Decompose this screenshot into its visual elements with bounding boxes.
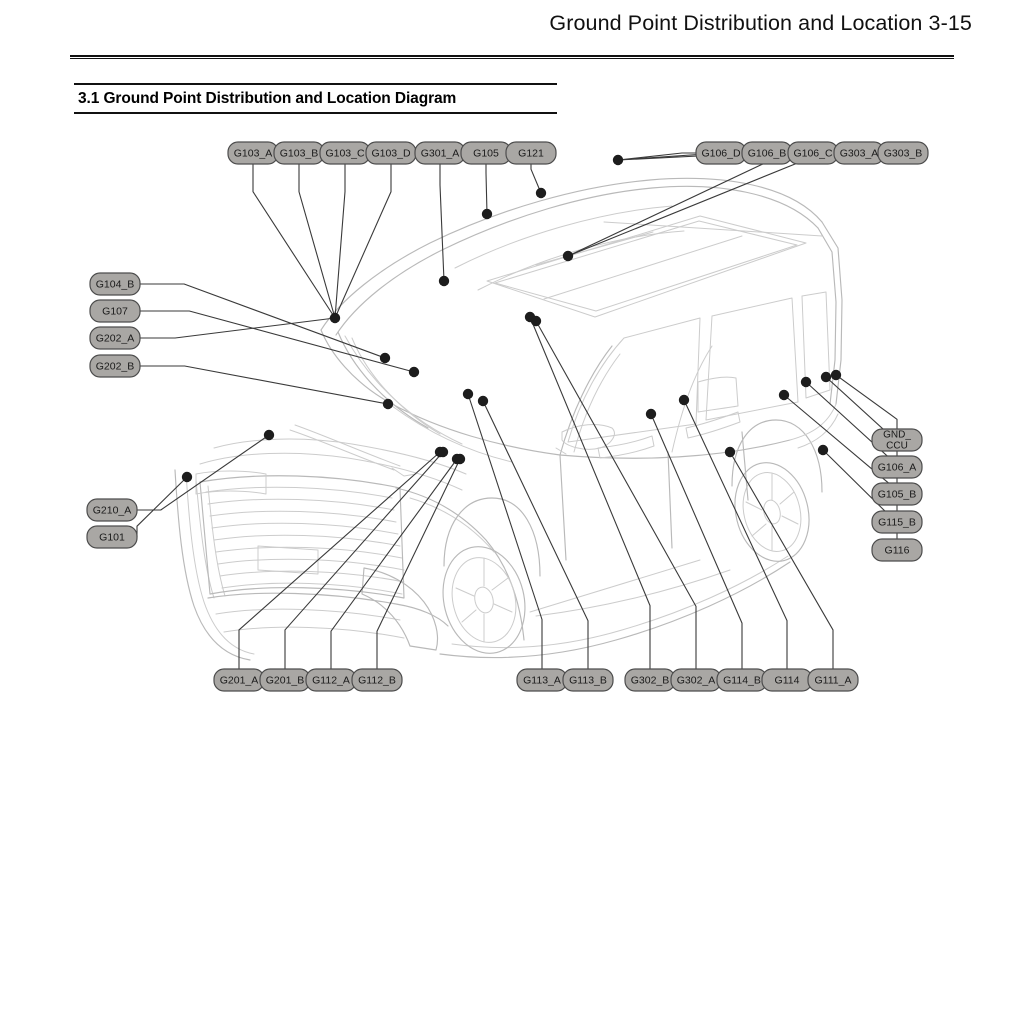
ground-point-dot — [725, 447, 735, 457]
callout-label-g115_b: G115_B — [878, 516, 916, 529]
page-header — [0, 6, 1024, 40]
callout-g301_a[interactable] — [415, 142, 465, 164]
ground-point-dot — [536, 188, 546, 198]
callout-g106_a[interactable] — [872, 456, 922, 478]
leader-line-g103_c — [335, 164, 345, 318]
leader-line-g103_d — [335, 164, 391, 318]
callout-label-g113_b: G113_B — [569, 674, 607, 687]
leader-line-gnd_ccu — [836, 375, 897, 429]
leader-line-g202_a — [140, 318, 335, 338]
leader-line-g301_a — [440, 164, 444, 281]
leader-line-g107 — [140, 311, 414, 372]
callout-label-g107: G107 — [102, 305, 128, 318]
ground-point-dot — [330, 313, 340, 323]
leader-line-g103_b — [299, 164, 335, 318]
ground-point-dot — [613, 155, 623, 165]
leader-line-g112_a — [331, 459, 457, 669]
leader-line-g201_a — [239, 452, 440, 669]
leader-line-g302_b — [530, 317, 650, 669]
callout-label-gnd_ccu-line1: GND_ — [883, 429, 911, 441]
callout-g112_b[interactable] — [352, 669, 402, 691]
callout-label-g302_b: G302_B — [630, 674, 670, 687]
callout-label-g104_b: G104_B — [95, 278, 135, 291]
callout-g111_a[interactable] — [808, 669, 858, 691]
callout-label-g302_a: G302_A — [676, 674, 716, 687]
ground-point-dot — [646, 409, 656, 419]
leader-line-g111_a — [730, 452, 833, 669]
ground-point-dot — [801, 377, 811, 387]
callout-label-g106_d: G106_D — [701, 147, 741, 160]
leader-lines — [137, 153, 897, 669]
ground-point-dot — [818, 445, 828, 455]
callout-g101[interactable] — [87, 526, 137, 548]
ground-point-dot — [264, 430, 274, 440]
callout-label-g112_b: G112_B — [358, 674, 396, 687]
leader-line-g202_b — [140, 366, 388, 404]
callout-g103_b[interactable] — [274, 142, 324, 164]
leader-line-g210_a — [137, 435, 269, 510]
callout-g105[interactable] — [461, 142, 511, 164]
ground-point-dot — [679, 395, 689, 405]
section-title: 3.1 Ground Point Distribution and Location Diagram — [78, 90, 457, 107]
ground-point-dot — [463, 389, 473, 399]
callout-g113_b[interactable] — [563, 669, 613, 691]
leader-line-g302_a — [536, 321, 696, 669]
leader-line-g112_b — [377, 459, 460, 669]
callout-label-g201_a: G201_A — [219, 674, 259, 687]
section-rule-bottom — [74, 112, 557, 114]
callout-g116[interactable] — [872, 539, 922, 561]
callout-g115_b[interactable] — [872, 511, 922, 533]
ground-point-dot — [380, 353, 390, 363]
header-divider-rule — [70, 55, 954, 59]
ground-point-dot — [831, 370, 841, 380]
callout-g103_c[interactable] — [320, 142, 370, 164]
callout-label-g105_b: G105_B — [877, 488, 917, 501]
ground-point-dot — [439, 276, 449, 286]
callout-g201_a[interactable] — [214, 669, 264, 691]
callout-g106_d[interactable] — [696, 142, 746, 164]
ground-point-dot — [435, 447, 445, 457]
callout-label-g103_b: G103_B — [279, 147, 319, 160]
leader-line-g104_b — [140, 284, 385, 358]
callout-label-g106_a: G106_A — [877, 461, 917, 474]
callout-g303_b[interactable] — [878, 142, 928, 164]
leader-line-g101 — [137, 477, 187, 537]
callout-label-g116: G116 — [884, 544, 910, 557]
leader-line-g201_b — [285, 452, 443, 669]
callout-label-g303_a: G303_A — [839, 147, 879, 160]
callout-label-g121: G121 — [518, 147, 544, 160]
callout-label-g111_a: G111_A — [814, 674, 852, 687]
callout-label-g113_a: G113_A — [523, 674, 561, 687]
callout-label-g105: G105 — [473, 147, 499, 160]
ground-point-dot — [563, 251, 573, 261]
ground-point-dot — [438, 447, 448, 457]
callout-label-g301_a: G301_A — [420, 147, 460, 160]
ground-point-dot — [531, 316, 541, 326]
leader-line-g105 — [486, 164, 487, 214]
ground-point-dot — [383, 399, 393, 409]
leader-line-g303_b — [568, 153, 878, 256]
callout-g106_c[interactable] — [788, 142, 838, 164]
leader-line-g106_d — [618, 153, 696, 160]
callout-label-g114_b: G114_B — [723, 674, 761, 687]
callout-g104_b[interactable] — [90, 273, 140, 295]
callout-g114[interactable] — [762, 669, 812, 691]
callout-label-g103_c: G103_C — [325, 147, 365, 160]
ground-point-dot — [409, 367, 419, 377]
callout-label-gnd_ccu-line2: CCU — [886, 440, 908, 452]
callout-g201_b[interactable] — [260, 669, 310, 691]
callout-g302_b[interactable] — [625, 669, 675, 691]
callout-gnd_ccu[interactable] — [872, 429, 922, 452]
ground-point-node-dots — [182, 155, 841, 482]
callout-label-g106_b: G106_B — [747, 147, 787, 160]
leader-line-g113_b — [483, 401, 588, 669]
callout-pills[interactable] — [87, 142, 928, 691]
callout-label-g114: G114 — [774, 674, 800, 687]
callout-g202_b[interactable] — [90, 355, 140, 377]
leader-line-g303_a — [568, 153, 834, 256]
callout-label-g202_b: G202_B — [95, 360, 135, 373]
ground-point-dot — [779, 390, 789, 400]
callout-g302_a[interactable] — [671, 669, 721, 691]
ground-point-dot — [482, 209, 492, 219]
callout-g112_a[interactable] — [306, 669, 356, 691]
callout-label-g103_d: G103_D — [371, 147, 411, 160]
callout-g105_b[interactable] — [872, 483, 922, 505]
callout-label-g101: G101 — [99, 531, 125, 544]
leader-line-g114_b — [651, 414, 742, 669]
vehicle-illustration — [175, 178, 842, 662]
callout-label-g103_a: G103_A — [233, 147, 273, 160]
section-heading-block — [74, 83, 557, 114]
callout-g107[interactable] — [90, 300, 140, 322]
callout-g103_d[interactable] — [366, 142, 416, 164]
ground-point-dot — [821, 372, 831, 382]
callout-g114_b[interactable] — [717, 669, 767, 691]
page-header-title: Ground Point Distribution and Location 3-15 — [549, 10, 972, 35]
ground-point-dot — [182, 472, 192, 482]
leader-line-g113_a — [468, 394, 542, 669]
callout-label-g303_b: G303_B — [883, 147, 923, 160]
callout-g202_a[interactable] — [90, 327, 140, 349]
leader-line-g121 — [531, 164, 541, 193]
callout-g106_b[interactable] — [742, 142, 792, 164]
callout-label-g112_a: G112_A — [312, 674, 350, 687]
callout-label-g210_a: G210_A — [92, 504, 132, 517]
ground-point-dot — [525, 312, 535, 322]
callout-g113_a[interactable] — [517, 669, 567, 691]
ground-point-dot — [455, 454, 465, 464]
leader-line-g114 — [684, 400, 787, 669]
ground-point-dot — [452, 454, 462, 464]
callout-g103_a[interactable] — [228, 142, 278, 164]
callout-label-g201_b: G201_B — [265, 674, 305, 687]
callout-g210_a[interactable] — [87, 499, 137, 521]
ground-point-dot — [478, 396, 488, 406]
callout-g121[interactable] — [506, 142, 556, 164]
callout-label-g202_a: G202_A — [95, 332, 135, 345]
callout-g303_a[interactable] — [834, 142, 884, 164]
leader-line-g103_a — [253, 164, 335, 318]
callout-label-g106_c: G106_C — [793, 147, 833, 160]
